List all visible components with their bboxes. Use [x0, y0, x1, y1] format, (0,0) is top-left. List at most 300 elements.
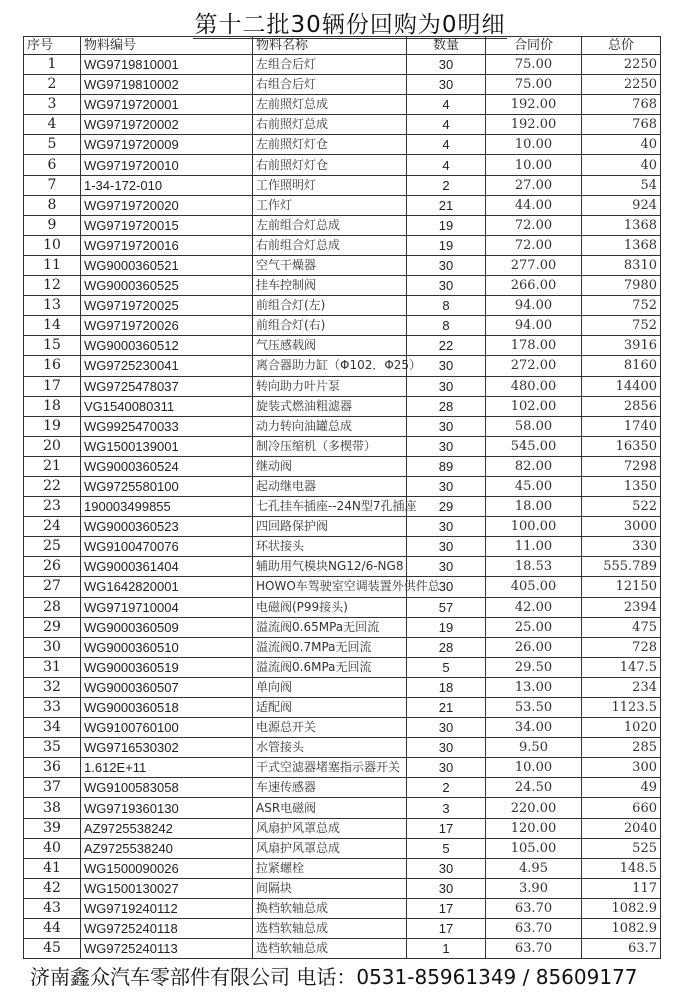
row-index: 32 — [24, 677, 81, 697]
part-name: 右组合后灯 — [253, 75, 407, 95]
table-row — [24, 698, 661, 718]
contract-price: 3.90 — [486, 878, 582, 898]
total-price: 1368 — [582, 215, 661, 235]
row-index: 40 — [24, 838, 81, 858]
row-index: 20 — [24, 436, 81, 456]
contract-price: 192.00 — [486, 115, 582, 135]
row-index: 33 — [24, 698, 81, 718]
part-code: WG9725230041 — [81, 356, 253, 376]
quantity: 29 — [407, 497, 486, 517]
row-index: 3 — [24, 95, 81, 115]
total-price: 924 — [582, 195, 661, 215]
part-name: 七孔挂车插座--24N型7孔插座 — [253, 497, 407, 517]
quantity: 3 — [407, 798, 486, 818]
row-index: 17 — [24, 376, 81, 396]
part-code: WG9000360524 — [81, 456, 253, 476]
quantity: 30 — [407, 858, 486, 878]
document-title-text: 第十二批30辆份回购为0明细 — [194, 12, 506, 38]
table-body — [24, 55, 661, 959]
table-row — [24, 356, 661, 376]
header-index: 序号 — [24, 37, 81, 55]
part-code: WG9719810001 — [81, 55, 253, 75]
header-contract-price: 合同价 — [486, 37, 582, 55]
row-index: 29 — [24, 617, 81, 637]
table-row — [24, 436, 661, 456]
part-code: WG9719720026 — [81, 316, 253, 336]
quantity: 30 — [407, 878, 486, 898]
total-price: 7298 — [582, 456, 661, 476]
contract-price: 277.00 — [486, 255, 582, 275]
row-index: 10 — [24, 235, 81, 255]
quantity: 18 — [407, 677, 486, 697]
table-row — [24, 95, 661, 115]
contract-price: 94.00 — [486, 316, 582, 336]
contract-price: 192.00 — [486, 95, 582, 115]
part-name: 单向阀 — [253, 677, 407, 697]
part-code: WG9719710004 — [81, 597, 253, 617]
quantity: 30 — [407, 557, 486, 577]
part-code: WG1500139001 — [81, 436, 253, 456]
contract-price: 58.00 — [486, 416, 582, 436]
part-code: WG9925470033 — [81, 416, 253, 436]
quantity: 17 — [407, 919, 486, 939]
contract-price: 545.00 — [486, 436, 582, 456]
quantity: 30 — [407, 75, 486, 95]
total-price: 768 — [582, 95, 661, 115]
total-price: 7980 — [582, 276, 661, 296]
quantity: 19 — [407, 235, 486, 255]
total-price: 555.789 — [582, 557, 661, 577]
part-name: 辅助用气模块NG12/6-NG8 — [253, 557, 407, 577]
row-index: 34 — [24, 718, 81, 738]
part-name: 挂车控制阀 — [253, 276, 407, 296]
quantity: 30 — [407, 376, 486, 396]
quantity: 5 — [407, 838, 486, 858]
contract-price: 44.00 — [486, 195, 582, 215]
quantity: 4 — [407, 155, 486, 175]
total-price: 8310 — [582, 255, 661, 275]
quantity: 30 — [407, 416, 486, 436]
quantity: 30 — [407, 436, 486, 456]
row-index: 38 — [24, 798, 81, 818]
row-index: 43 — [24, 898, 81, 918]
part-name: 干式空滤器堵塞指示器开关 — [253, 758, 407, 778]
parts-table — [23, 36, 661, 959]
contract-price: 178.00 — [486, 336, 582, 356]
part-name: 四回路保护阀 — [253, 517, 407, 537]
table-row — [24, 376, 661, 396]
part-name: 溢流阀0.7MPa无回流 — [253, 637, 407, 657]
contract-price: 72.00 — [486, 215, 582, 235]
part-name: 溢流阀0.65MPa无回流 — [253, 617, 407, 637]
contract-price: 9.50 — [486, 738, 582, 758]
table-row — [24, 738, 661, 758]
contract-price: 4.95 — [486, 858, 582, 878]
part-code: WG9000360521 — [81, 255, 253, 275]
total-price: 2040 — [582, 818, 661, 838]
part-name: 工作照明灯 — [253, 175, 407, 195]
part-code: WG9000360523 — [81, 517, 253, 537]
row-index: 9 — [24, 215, 81, 235]
table-row — [24, 296, 661, 316]
row-index: 21 — [24, 456, 81, 476]
row-index: 35 — [24, 738, 81, 758]
row-index: 39 — [24, 818, 81, 838]
table-row — [24, 75, 661, 95]
row-index: 42 — [24, 878, 81, 898]
total-price: 522 — [582, 497, 661, 517]
quantity: 30 — [407, 356, 486, 376]
part-name: 动力转向油罐总成 — [253, 416, 407, 436]
row-index: 26 — [24, 557, 81, 577]
table-row — [24, 55, 661, 75]
total-price: 148.5 — [582, 858, 661, 878]
part-name: 换档软轴总成 — [253, 898, 407, 918]
table-row — [24, 517, 661, 537]
table-row — [24, 175, 661, 195]
document-title — [0, 6, 700, 39]
quantity: 30 — [407, 276, 486, 296]
table-row — [24, 858, 661, 878]
contract-price: 63.70 — [486, 898, 582, 918]
contract-price: 120.00 — [486, 818, 582, 838]
total-price: 2250 — [582, 55, 661, 75]
part-name: 适配阀 — [253, 698, 407, 718]
part-name: 右前照灯总成 — [253, 115, 407, 135]
total-price: 3000 — [582, 517, 661, 537]
part-name: 空气干燥器 — [253, 255, 407, 275]
row-index: 18 — [24, 396, 81, 416]
row-index: 8 — [24, 195, 81, 215]
contract-price: 11.00 — [486, 537, 582, 557]
row-index: 12 — [24, 276, 81, 296]
part-name: 左前组合灯总成 — [253, 215, 407, 235]
part-name: 左前照灯总成 — [253, 95, 407, 115]
table-row — [24, 115, 661, 135]
part-code: AZ9725538240 — [81, 838, 253, 858]
part-name: 溢流阀0.6MPa无回流 — [253, 657, 407, 677]
row-index: 44 — [24, 919, 81, 939]
table-row — [24, 235, 661, 255]
row-index: 45 — [24, 939, 81, 959]
quantity: 8 — [407, 296, 486, 316]
quantity: 19 — [407, 215, 486, 235]
table-row — [24, 939, 661, 959]
quantity: 30 — [407, 758, 486, 778]
table-row — [24, 336, 661, 356]
part-code: WG9000361404 — [81, 557, 253, 577]
part-code: WG9719720015 — [81, 215, 253, 235]
row-index: 6 — [24, 155, 81, 175]
total-price: 728 — [582, 637, 661, 657]
part-name: 间隔块 — [253, 878, 407, 898]
total-price: 752 — [582, 296, 661, 316]
contract-price: 24.50 — [486, 778, 582, 798]
table-row — [24, 718, 661, 738]
part-code: WG9716530302 — [81, 738, 253, 758]
total-price: 660 — [582, 798, 661, 818]
part-name: 旋装式燃油粗滤器 — [253, 396, 407, 416]
table-row — [24, 276, 661, 296]
quantity: 17 — [407, 898, 486, 918]
total-price: 54 — [582, 175, 661, 195]
total-price: 147.5 — [582, 657, 661, 677]
total-price: 1740 — [582, 416, 661, 436]
quantity: 21 — [407, 195, 486, 215]
contract-price: 75.00 — [486, 75, 582, 95]
table-row — [24, 838, 661, 858]
part-code: 190003499855 — [81, 497, 253, 517]
contract-price: 82.00 — [486, 456, 582, 476]
contract-price: 100.00 — [486, 517, 582, 537]
contract-price: 220.00 — [486, 798, 582, 818]
total-price: 117 — [582, 878, 661, 898]
row-index: 30 — [24, 637, 81, 657]
row-index: 31 — [24, 657, 81, 677]
table-row — [24, 255, 661, 275]
part-name: 环状接头 — [253, 537, 407, 557]
row-index: 27 — [24, 577, 81, 597]
total-price: 40 — [582, 155, 661, 175]
contract-price: 42.00 — [486, 597, 582, 617]
total-price: 1082.9 — [582, 919, 661, 939]
header-code: 物料编号 — [81, 37, 253, 55]
contract-price: 34.00 — [486, 718, 582, 738]
part-name: 电源总开关 — [253, 718, 407, 738]
part-name: 工作灯 — [253, 195, 407, 215]
part-name: 继动阀 — [253, 456, 407, 476]
table-row — [24, 798, 661, 818]
table-row — [24, 677, 661, 697]
row-index: 28 — [24, 597, 81, 617]
part-name: 转向助力叶片泵 — [253, 376, 407, 396]
table-row — [24, 215, 661, 235]
part-code: WG9000360510 — [81, 637, 253, 657]
total-price: 3916 — [582, 336, 661, 356]
table-row — [24, 919, 661, 939]
total-price: 1350 — [582, 476, 661, 496]
total-price: 2856 — [582, 396, 661, 416]
contract-price: 75.00 — [486, 55, 582, 75]
table-row — [24, 396, 661, 416]
table-row — [24, 577, 661, 597]
part-code: WG9719720020 — [81, 195, 253, 215]
contract-price: 29.50 — [486, 657, 582, 677]
row-index: 24 — [24, 517, 81, 537]
contract-price: 10.00 — [486, 758, 582, 778]
part-code: WG9725240118 — [81, 919, 253, 939]
part-code: WG9719720009 — [81, 135, 253, 155]
total-price: 475 — [582, 617, 661, 637]
row-index: 14 — [24, 316, 81, 336]
row-index: 13 — [24, 296, 81, 316]
quantity: 2 — [407, 778, 486, 798]
quantity: 4 — [407, 115, 486, 135]
row-index: 23 — [24, 497, 81, 517]
quantity: 30 — [407, 718, 486, 738]
part-name: 右前照灯灯仓 — [253, 155, 407, 175]
quantity: 30 — [407, 55, 486, 75]
part-name: HOWO车驾驶室空调装置外供件总 — [253, 577, 407, 597]
part-name: 选档软轴总成 — [253, 919, 407, 939]
table-row — [24, 898, 661, 918]
part-name: 风扇护风罩总成 — [253, 838, 407, 858]
table-row — [24, 155, 661, 175]
contract-price: 27.00 — [486, 175, 582, 195]
quantity: 57 — [407, 597, 486, 617]
total-price: 525 — [582, 838, 661, 858]
part-name: 前组合灯(右) — [253, 316, 407, 336]
table-row — [24, 637, 661, 657]
part-name: 前组合灯(左) — [253, 296, 407, 316]
total-price: 768 — [582, 115, 661, 135]
quantity: 4 — [407, 95, 486, 115]
row-index: 7 — [24, 175, 81, 195]
quantity: 17 — [407, 818, 486, 838]
part-name: 起动继电器 — [253, 476, 407, 496]
total-price: 1368 — [582, 235, 661, 255]
row-index: 11 — [24, 255, 81, 275]
table-row — [24, 476, 661, 496]
quantity: 19 — [407, 617, 486, 637]
part-code: WG9719720002 — [81, 115, 253, 135]
quantity: 30 — [407, 537, 486, 557]
quantity: 2 — [407, 175, 486, 195]
quantity: 30 — [407, 517, 486, 537]
contract-price: 63.70 — [486, 939, 582, 959]
part-name: 右前组合灯总成 — [253, 235, 407, 255]
contract-price: 26.00 — [486, 637, 582, 657]
contract-price: 18.53 — [486, 557, 582, 577]
total-price: 49 — [582, 778, 661, 798]
part-code: WG9725478037 — [81, 376, 253, 396]
table-row — [24, 818, 661, 838]
contract-price: 405.00 — [486, 577, 582, 597]
quantity: 4 — [407, 135, 486, 155]
contract-price: 480.00 — [486, 376, 582, 396]
row-index: 19 — [24, 416, 81, 436]
part-name: 车速传感器 — [253, 778, 407, 798]
part-code: WG9725580100 — [81, 476, 253, 496]
row-index: 37 — [24, 778, 81, 798]
row-index: 22 — [24, 476, 81, 496]
table-row — [24, 497, 661, 517]
contract-price: 25.00 — [486, 617, 582, 637]
contract-price: 10.00 — [486, 135, 582, 155]
part-code: WG9719240112 — [81, 898, 253, 918]
table-row — [24, 195, 661, 215]
contract-price: 266.00 — [486, 276, 582, 296]
contract-price: 94.00 — [486, 296, 582, 316]
total-price: 8160 — [582, 356, 661, 376]
row-index: 15 — [24, 336, 81, 356]
table-row — [24, 416, 661, 436]
contract-price: 72.00 — [486, 235, 582, 255]
part-code: WG9719720016 — [81, 235, 253, 255]
quantity: 1 — [407, 939, 486, 959]
quantity: 89 — [407, 456, 486, 476]
part-code: WG9725240113 — [81, 939, 253, 959]
part-code: 1-34-172-010 — [81, 175, 253, 195]
table-row — [24, 657, 661, 677]
header-quantity: 数量 — [407, 37, 486, 55]
part-code: WG9719720025 — [81, 296, 253, 316]
contract-price: 10.00 — [486, 155, 582, 175]
row-index: 41 — [24, 858, 81, 878]
quantity: 5 — [407, 657, 486, 677]
quantity: 8 — [407, 316, 486, 336]
quantity: 22 — [407, 336, 486, 356]
total-price: 16350 — [582, 436, 661, 456]
table-row — [24, 758, 661, 778]
contract-price: 272.00 — [486, 356, 582, 376]
part-name: 气压感载阀 — [253, 336, 407, 356]
table-row — [24, 537, 661, 557]
quantity: 30 — [407, 738, 486, 758]
row-index: 25 — [24, 537, 81, 557]
table-header-row — [24, 37, 661, 55]
contract-price: 13.00 — [486, 677, 582, 697]
table-row — [24, 135, 661, 155]
contract-price: 63.70 — [486, 919, 582, 939]
part-code: WG9100583058 — [81, 778, 253, 798]
row-index: 5 — [24, 135, 81, 155]
part-code: VG1540080311 — [81, 396, 253, 416]
total-price: 1123.5 — [582, 698, 661, 718]
total-price: 14400 — [582, 376, 661, 396]
part-name: 风扇护风罩总成 — [253, 818, 407, 838]
table-row — [24, 778, 661, 798]
quantity: 30 — [407, 476, 486, 496]
part-code: WG1500090026 — [81, 858, 253, 878]
part-code: WG9100470076 — [81, 537, 253, 557]
part-code: WG9000360518 — [81, 698, 253, 718]
part-code: WG9719720001 — [81, 95, 253, 115]
contract-price: 102.00 — [486, 396, 582, 416]
part-name: 制冷压缩机（多楔带） — [253, 436, 407, 456]
header-name: 物料名称 — [253, 37, 407, 55]
total-price: 2250 — [582, 75, 661, 95]
total-price: 63.7 — [582, 939, 661, 959]
part-code: WG9719720010 — [81, 155, 253, 175]
total-price: 1020 — [582, 718, 661, 738]
row-index: 36 — [24, 758, 81, 778]
table-row — [24, 456, 661, 476]
part-name: 左组合后灯 — [253, 55, 407, 75]
contract-price: 45.00 — [486, 476, 582, 496]
part-code: WG9000360525 — [81, 276, 253, 296]
total-price: 234 — [582, 677, 661, 697]
total-price: 285 — [582, 738, 661, 758]
part-code: WG9000360507 — [81, 677, 253, 697]
quantity: 30 — [407, 255, 486, 275]
table-row — [24, 557, 661, 577]
part-code: WG9719360130 — [81, 798, 253, 818]
total-price: 300 — [582, 758, 661, 778]
part-name: 拉紧螺栓 — [253, 858, 407, 878]
contract-price: 18.00 — [486, 497, 582, 517]
part-code: WG1642820001 — [81, 577, 253, 597]
total-price: 12150 — [582, 577, 661, 597]
part-name: 电磁阀(P99接头) — [253, 597, 407, 617]
total-price: 2394 — [582, 597, 661, 617]
row-index: 1 — [24, 55, 81, 75]
quantity: 28 — [407, 396, 486, 416]
total-price: 752 — [582, 316, 661, 336]
part-code: WG9100760100 — [81, 718, 253, 738]
part-code: WG9719810002 — [81, 75, 253, 95]
part-name: 左前照灯灯仓 — [253, 135, 407, 155]
